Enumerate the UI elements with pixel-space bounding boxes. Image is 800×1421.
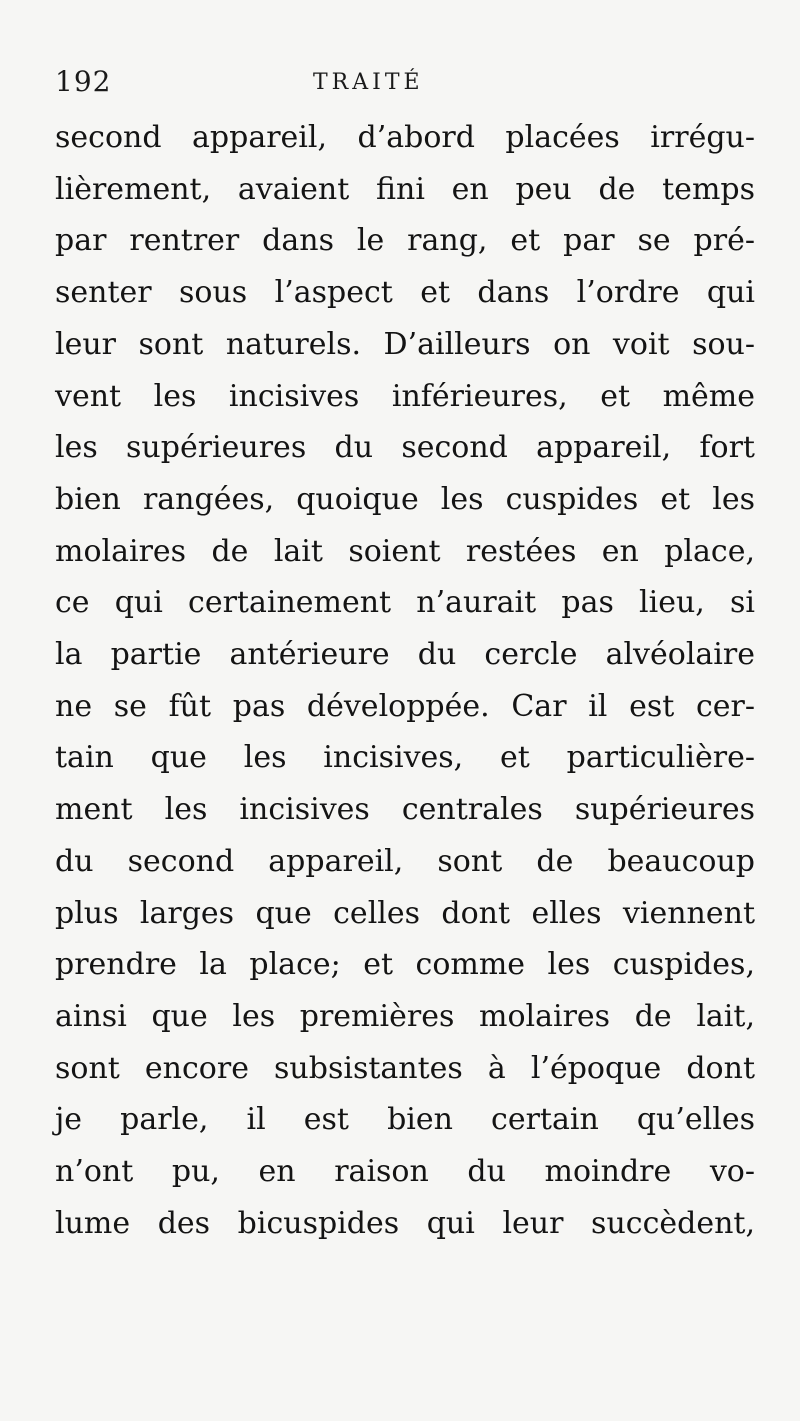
text-line: ce qui certainement n’aurait pas lieu, si <box>55 585 755 621</box>
text-line: ment les incisives centrales supérieures <box>55 792 755 828</box>
text-line: je parle, il est bien certain qu’elles <box>55 1102 755 1138</box>
running-title: TRAITÉ <box>313 70 424 95</box>
text-line: sont encore subsistantes à l’époque dont <box>55 1050 755 1086</box>
text-line: lume des bicuspides qui leur succèdent, <box>55 1205 755 1241</box>
text-line: molaires de lait soient restées en place, <box>55 533 755 569</box>
text-line: les supérieures du second appareil, fort <box>55 430 755 466</box>
body-text <box>55 112 755 1249</box>
text-line: leur sont naturels. D’ailleurs on voit sou- <box>55 326 755 362</box>
text-line: par rentrer dans le rang, et par se pré- <box>55 223 755 259</box>
text-line: du second appareil, sont de beaucoup <box>55 843 755 879</box>
page-header <box>55 62 755 102</box>
text-line: plus larges que celles dont elles viennent <box>55 895 755 931</box>
text-line: n’ont pu, en raison du moindre vo- <box>55 1154 755 1190</box>
text-line: second appareil, d’abord placées irrégu- <box>55 120 755 155</box>
text-line: prendre la place; et comme les cuspides, <box>55 947 755 983</box>
text-line: lièrement, avaient fini en peu de temps <box>55 171 755 207</box>
page-number: 192 <box>55 65 112 98</box>
text-line: vent les incisives inférieures, et même <box>55 378 755 414</box>
text-line: senter sous l’aspect et dans l’ordre qui <box>55 275 755 311</box>
text-line: ainsi que les premières molaires de lait, <box>55 998 755 1034</box>
text-line: ne se fût pas développée. Car il est cer- <box>55 688 755 724</box>
text-line: la partie antérieure du cercle alvéolaire <box>55 637 755 673</box>
text-line: tain que les incisives, et particulière- <box>55 740 755 776</box>
text-line: bien rangées, quoique les cuspides et les <box>55 481 755 517</box>
